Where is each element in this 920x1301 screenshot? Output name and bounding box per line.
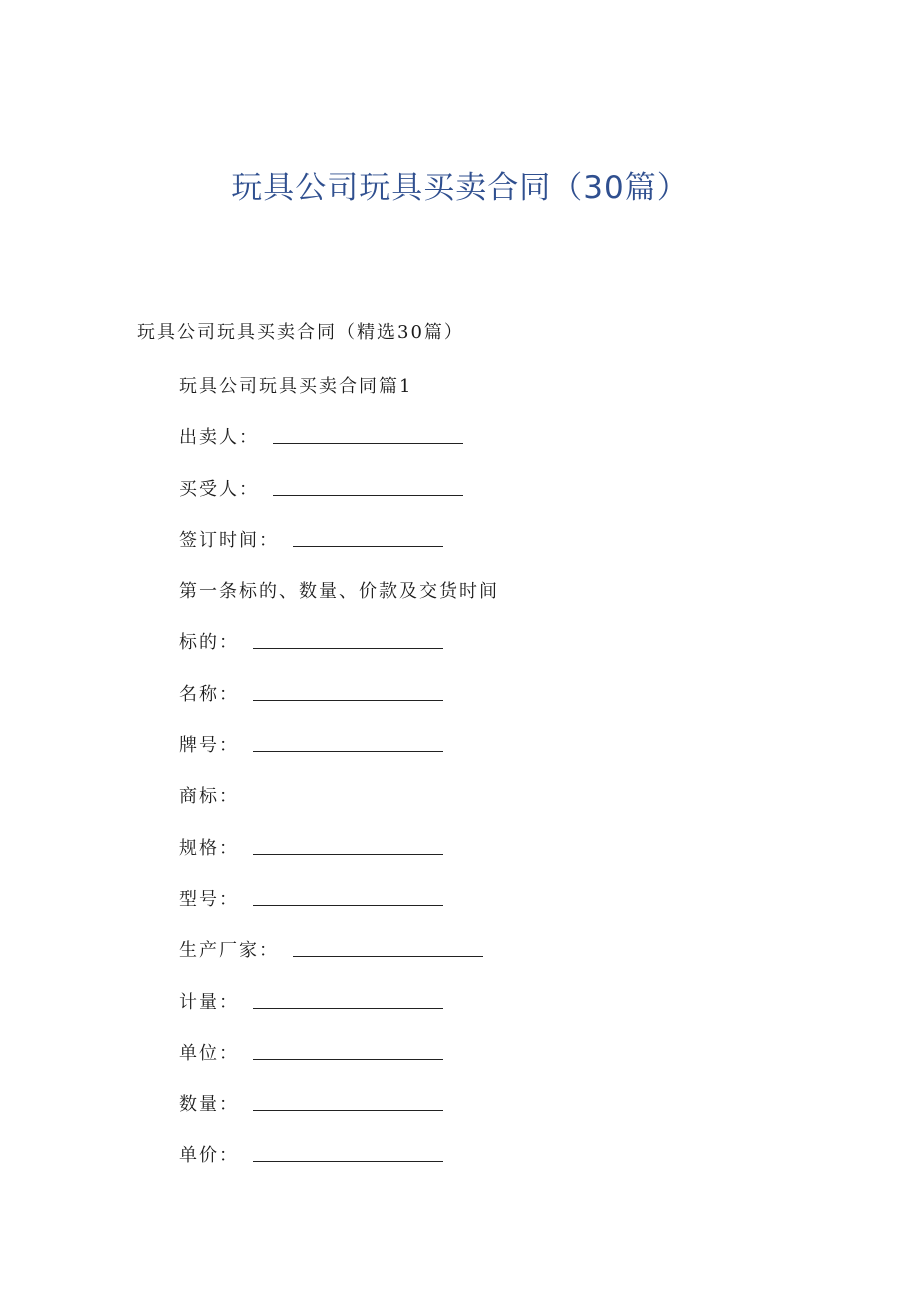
line-label: 数量：: [179, 1094, 239, 1116]
brand-blank[interactable]: [253, 733, 443, 752]
unit-price-field: [179, 1143, 499, 1194]
contract-lines: [179, 374, 499, 1195]
seller-field: [179, 425, 499, 476]
line-label: 玩具公司玩具买卖合同篇1: [179, 376, 413, 397]
subject-field: [179, 630, 499, 681]
name-blank[interactable]: [253, 682, 443, 701]
line-label: 名称：: [179, 683, 239, 705]
article-heading: [179, 579, 499, 630]
line-label: 商标：: [179, 786, 239, 808]
trademark-field: [179, 784, 499, 835]
line-label: 标的：: [179, 632, 239, 654]
line-label: 第一条标的、数量、价款及交货时间: [179, 581, 499, 603]
document-subtitle: 玩具公司玩具买卖合同（精选30篇）: [137, 322, 464, 343]
manufacturer-blank[interactable]: [293, 938, 483, 957]
model-blank[interactable]: [253, 887, 443, 906]
line-label: 签订时间：: [179, 529, 279, 551]
line-label: 单价：: [179, 1145, 239, 1167]
buyer-blank[interactable]: [273, 477, 463, 496]
section-heading: [179, 374, 499, 425]
manufacturer-field: [179, 938, 499, 989]
specification-field: [179, 836, 499, 887]
model-field: [179, 887, 499, 938]
line-label: 牌号：: [179, 735, 239, 757]
measurement-field: [179, 990, 499, 1041]
subject-blank[interactable]: [253, 630, 443, 649]
line-label: 型号：: [179, 888, 239, 910]
unit-price-blank[interactable]: [253, 1143, 443, 1162]
name-field: [179, 682, 499, 733]
document-title: 玩具公司玩具买卖合同（30篇）: [231, 170, 689, 206]
seller-blank[interactable]: [273, 425, 463, 444]
line-label: 出卖人：: [179, 427, 259, 449]
brand-field: [179, 733, 499, 784]
measurement-blank[interactable]: [253, 990, 443, 1009]
unit-field: [179, 1041, 499, 1092]
quantity-field: [179, 1092, 499, 1143]
line-label: 规格：: [179, 837, 239, 859]
line-label: 计量：: [179, 991, 239, 1013]
unit-blank[interactable]: [253, 1041, 443, 1060]
quantity-blank[interactable]: [253, 1092, 443, 1111]
signing-time-field: [179, 528, 499, 579]
buyer-field: [179, 477, 499, 528]
line-label: 买受人：: [179, 478, 259, 500]
line-label: 单位：: [179, 1042, 239, 1064]
specification-blank[interactable]: [253, 836, 443, 855]
signing-time-blank[interactable]: [293, 528, 443, 547]
line-label: 生产厂家：: [179, 940, 279, 962]
